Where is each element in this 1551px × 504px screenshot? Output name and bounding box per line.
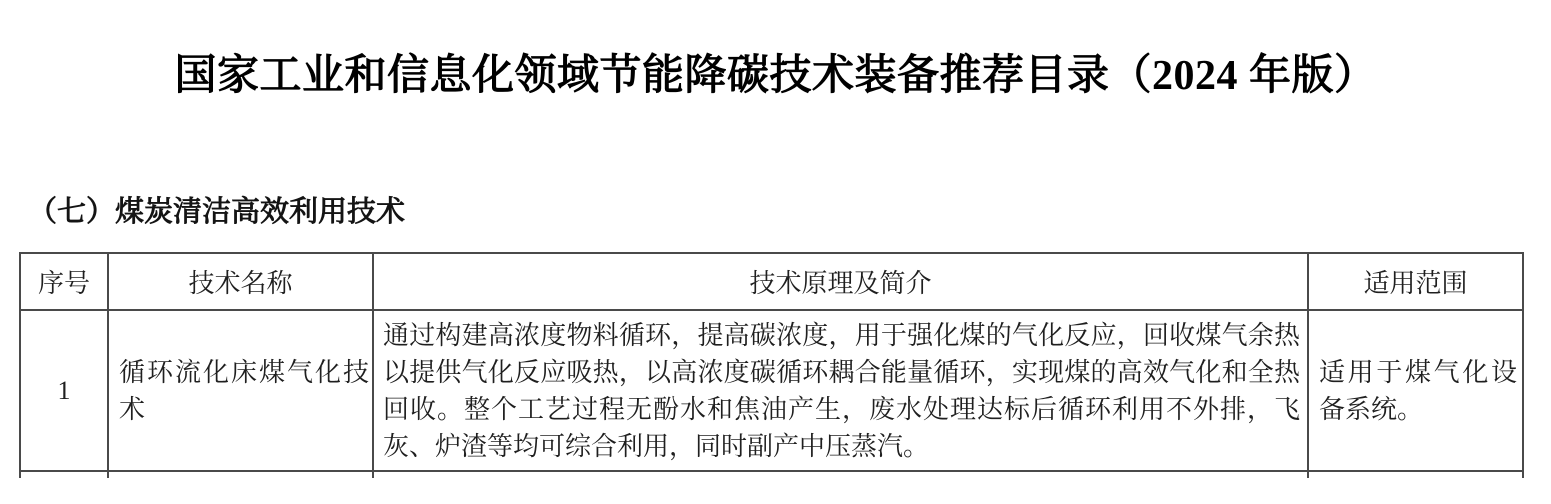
technology-name-cell: 循环流化床煤气化技术 xyxy=(108,310,373,471)
empty-cell xyxy=(108,471,373,478)
table-viewport xyxy=(19,252,1526,478)
column-header-description: 技术原理及简介 xyxy=(373,253,1308,310)
section-heading: （七）煤炭清洁高效利用技术 xyxy=(28,196,406,228)
row-index-cell: 1 xyxy=(20,310,108,471)
empty-cell xyxy=(373,471,1308,478)
column-header-index: 序号 xyxy=(20,253,108,310)
technology-table xyxy=(19,252,1524,478)
document-title: 国家工业和信息化领域节能降碳技术装备推荐目录（2024 年版） xyxy=(174,53,1377,99)
empty-cell xyxy=(20,471,108,478)
technology-description-cell: 通过构建高浓度物料循环，提高碳浓度，用于强化煤的气化反应，回收煤气余热以提供气化反应吸热，以高浓度碳循环耦合能量循环，实现煤的高效气化和全热回收。整个工艺过程无酚水和焦油产生，废水处理达标后循环利用不外排，飞灰、炉渣等均可综合利用，同时副产中压蒸汽。 xyxy=(373,310,1308,471)
table-row xyxy=(20,310,1523,471)
empty-cell xyxy=(1308,471,1523,478)
applicable-scope-cell: 适用于煤气化设备系统。 xyxy=(1308,310,1523,471)
column-header-name: 技术名称 xyxy=(108,253,373,310)
column-header-scope: 适用范围 xyxy=(1308,253,1523,310)
table-row-partial xyxy=(20,471,1523,478)
table-header-row xyxy=(20,253,1523,310)
